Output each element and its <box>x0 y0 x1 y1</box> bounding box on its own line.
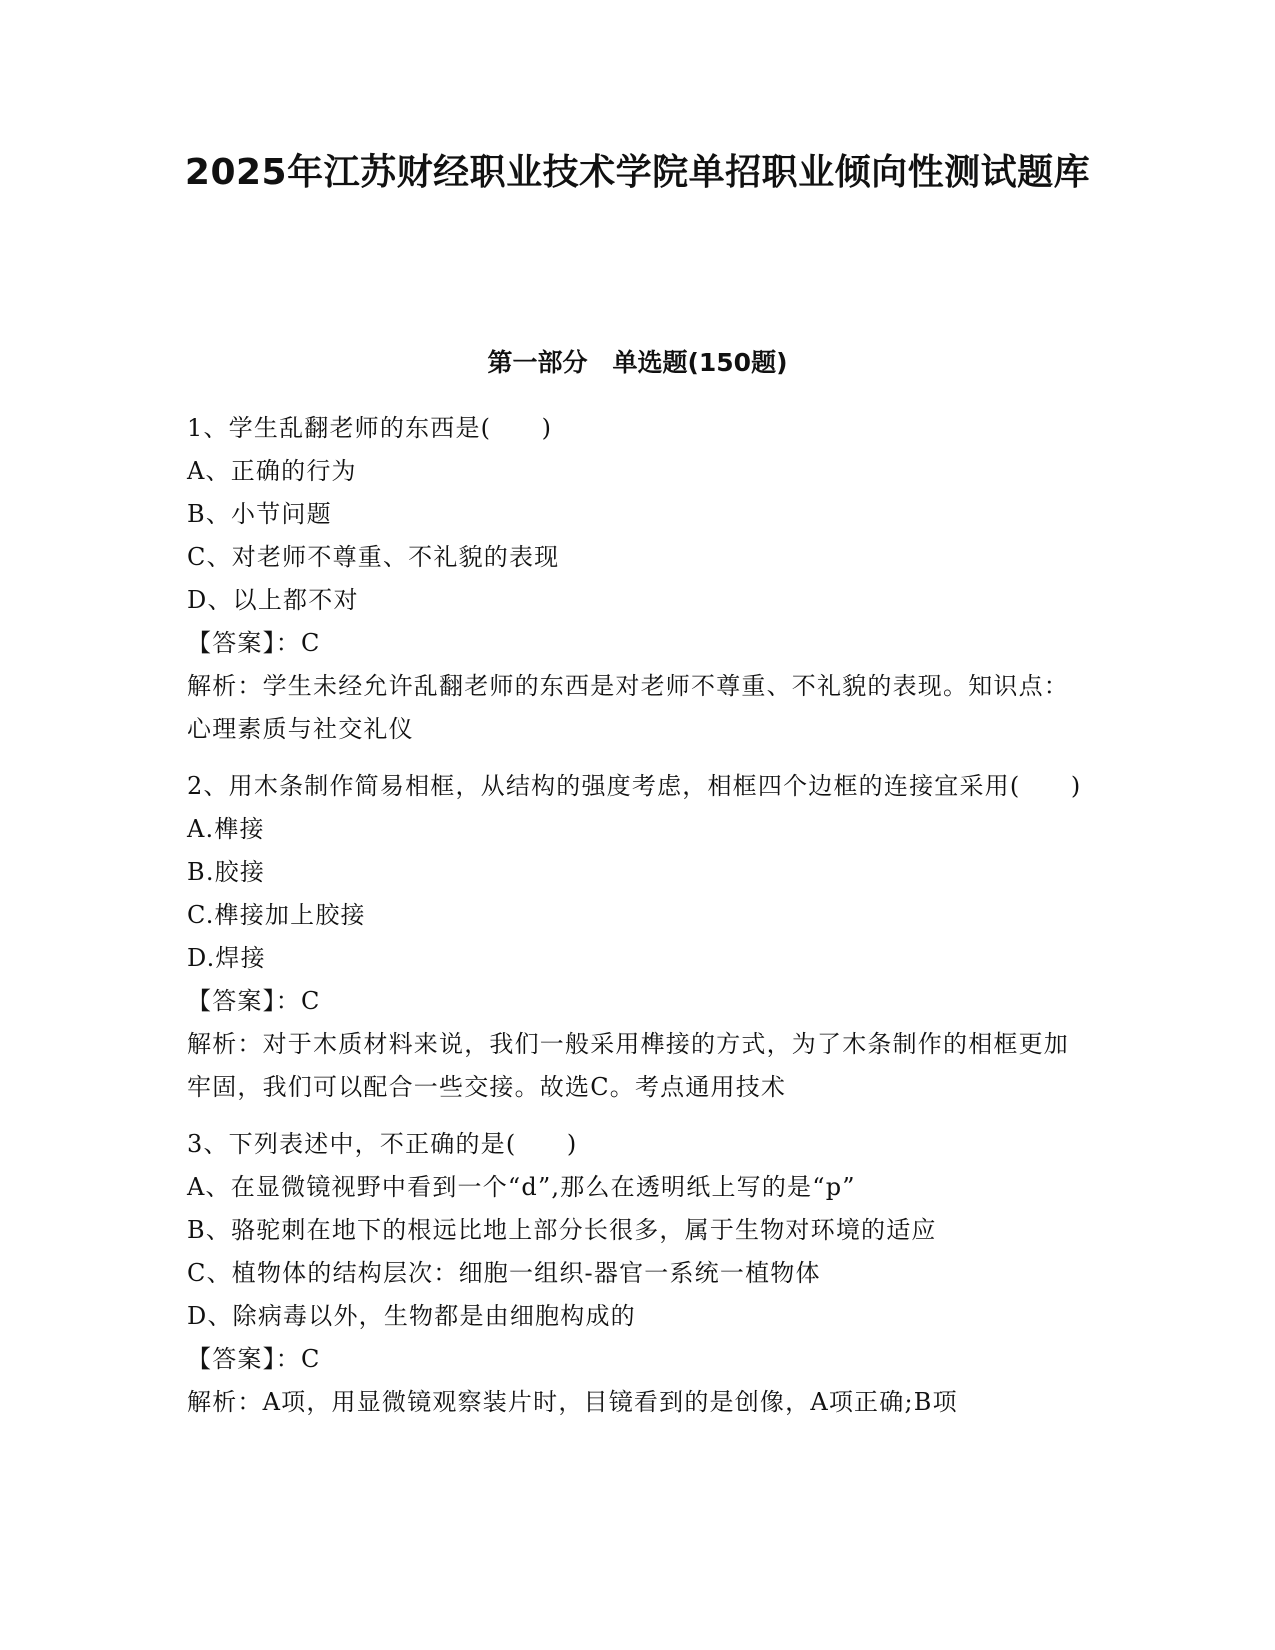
option-c: C.榫接加上胶接 <box>187 901 366 929</box>
option-d: D、以上都不对 <box>187 586 359 614</box>
document-title: 2025年江苏财经职业技术学院单招职业倾向性测试题库 <box>184 152 1091 193</box>
option-a: A、在显微镜视野中看到一个“d”,那么在透明纸上写的是“p” <box>187 1173 856 1201</box>
question-list <box>187 407 1092 1438</box>
question-stem: 3、下列表述中，不正确的是( ) <box>187 1130 578 1158</box>
explanation-text: 解析：学生未经允许乱翻老师的东西是对老师不尊重、不礼貌的表现。知识点：心理素质与社交礼仪 <box>187 672 1069 743</box>
option-a: A、正确的行为 <box>187 457 357 485</box>
answer-line: 【答案】：C <box>187 1345 321 1373</box>
option-c: C、对老师不尊重、不礼貌的表现 <box>187 543 560 571</box>
question-item <box>187 765 1092 1109</box>
answer-line: 【答案】：C <box>187 629 321 657</box>
question-item <box>187 1123 1092 1424</box>
question-stem: 2、用木条制作简易相框，从结构的强度考虑，相框四个边框的连接宜采用( ) <box>187 772 1082 800</box>
question-stem: 1、学生乱翻老师的东西是( ) <box>187 414 553 442</box>
answer-line: 【答案】：C <box>187 987 321 1015</box>
question-item <box>187 407 1092 751</box>
option-b: B、骆驼刺在地下的根远比地上部分长很多，属于生物对环境的适应 <box>187 1216 937 1244</box>
section-title: 第一部分 单选题(150题) <box>487 348 788 377</box>
option-d: D.焊接 <box>187 944 266 972</box>
option-c: C、植物体的结构层次：细胞一组织-器官一系统一植物体 <box>187 1259 821 1287</box>
option-a: A.榫接 <box>187 815 265 843</box>
explanation-text: 解析：A项，用显微镜观察装片时，目镜看到的是创像，A项正确;B项 <box>187 1388 958 1416</box>
option-b: B、小节问题 <box>187 500 332 528</box>
explanation-text: 解析：对于木质材料来说，我们一般采用榫接的方式，为了木条制作的相框更加牢固，我们可以配合一些交接。故选C。考点通用技术 <box>187 1030 1069 1101</box>
option-b: B.胶接 <box>187 858 266 886</box>
option-d: D、除病毒以外，生物都是由细胞构成的 <box>187 1302 636 1330</box>
